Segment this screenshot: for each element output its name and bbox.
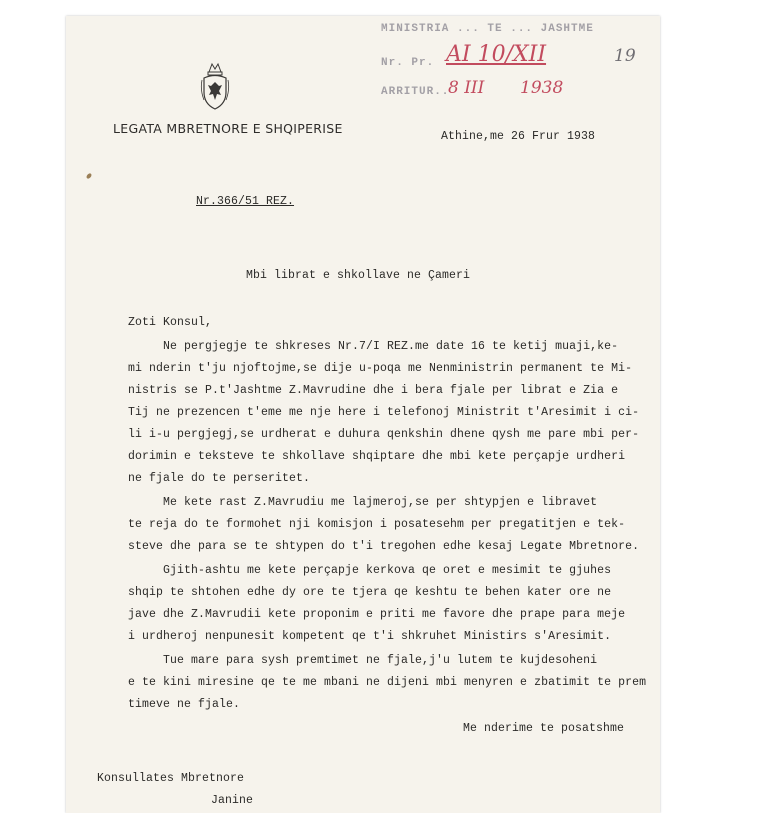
body-line: te reja do te formohet nji komisjon i posatesehm per pregatitjen e tek-	[128, 518, 626, 531]
handwritten-page-number: 19	[614, 46, 636, 66]
body-line: Gjith-ashtu me kete perçapje kerkova qe oret e mesimit te gjuhes	[128, 564, 612, 577]
handwritten-protocol-number: AI 10/XII	[446, 42, 547, 67]
body-line: Tue mare para sysh premtimet ne fjale,j'u lutem te kujdesoheni	[128, 654, 598, 667]
body-line: Me kete rast Z.Mavrudiu me lajmeroj,se per shtypjen e libravet	[128, 496, 598, 509]
body-line: dorimin e teksteve te shkollave shqiptare dhe mbi kete perçapje urdheri	[128, 450, 626, 463]
handwritten-arrival-date: 8 III	[448, 78, 485, 98]
body-line: steve dhe para se te shtypen do t'i tregohen edhe kesaj Legate Mbretnore.	[128, 540, 640, 553]
body-line: li i-u pergjegj,se urdherat e duhura qenkshin dhene qysh me pare mbi per-	[128, 428, 640, 441]
salutation: Zoti Konsul,	[128, 316, 213, 329]
ministry-stamp-line2: Nr. Pr.	[381, 57, 435, 69]
body-line: shqip te shtohen edhe dy ore te tjera qe keshtu te behen kater ore ne	[128, 586, 612, 599]
body-line: Ne pergjegje te shkreses Nr.7/I REZ.me date 16 te ketij muaji,ke-	[128, 340, 619, 353]
body-line: jave dhe Z.Mavrudii kete proponim e priti me favore dhe prape para meje	[128, 608, 626, 621]
ministry-stamp-line1: MINISTRIA ... TE ... JASHTME	[381, 23, 594, 35]
body-line: timeve ne fjale.	[128, 698, 241, 711]
body-line: mi nderin t'ju njoftojme,se dije u-poqa me Nenministrin permanent te Mi-	[128, 362, 633, 375]
ministry-stamp-line3: ARRITUR..	[381, 86, 450, 98]
body-line: e te kini miresine qe te me mbani ne dijeni mbi menyren e zbatimit te prem	[128, 676, 647, 689]
reference-number: Nr.366/51 REZ.	[196, 195, 295, 208]
addressee-line1: Konsullates Mbretnore	[97, 772, 245, 785]
place-and-date: Athine,me 26 Frur 1938	[441, 130, 596, 143]
body-line: nistris se P.t'Jashtme Z.Mavrudine dhe i bera fjale per librat e Zia e	[128, 384, 619, 397]
addressee-line2: Janine	[211, 794, 254, 807]
closing-formula: Me nderime te posatshme	[463, 722, 625, 735]
royal-crest-icon	[200, 60, 230, 112]
body-line: ne fjale do te perseritet.	[128, 472, 311, 485]
body-line: Tij ne prezencen t'eme me nje here i telefonoj Ministrit t'Aresimit i ci-	[128, 406, 640, 419]
letter-subject: Mbi librat e shkollave ne Çameri	[246, 269, 471, 282]
legation-letterhead: LEGATA MBRETNORE E SHQIPERISE	[113, 121, 343, 136]
body-line: i urdheroj nenpunesit kompetent qe t'i shkruhet Ministirs s'Aresimit.	[128, 630, 612, 643]
handwritten-arrival-year: 1938	[520, 78, 564, 98]
